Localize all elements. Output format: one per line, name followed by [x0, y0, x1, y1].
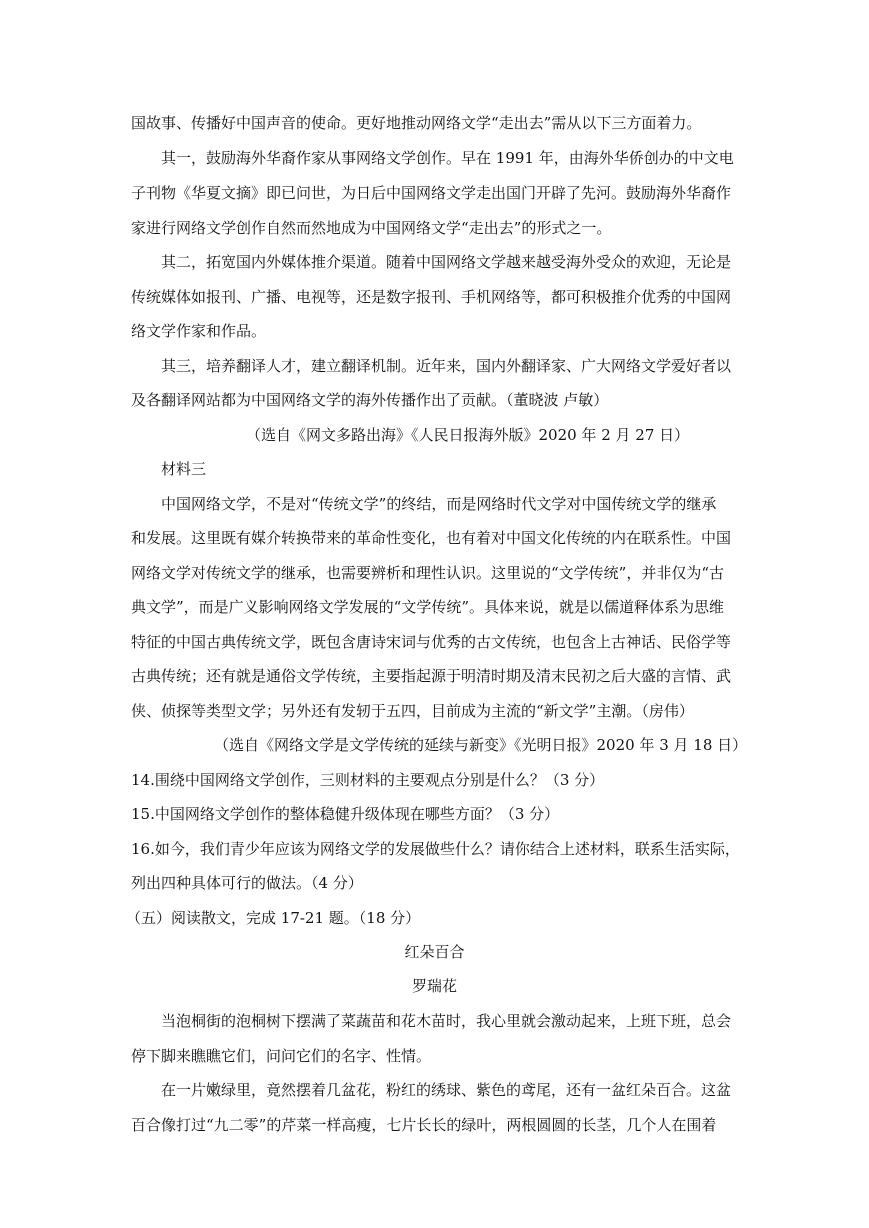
section-heading: （五）阅读散文，完成 17-21 题。（18 分）	[126, 909, 421, 927]
text-line: 特征的中国古典传统文学，既包含唐诗宋词与优秀的古文传统，也包含上古神话、民俗学等	[131, 633, 732, 651]
text-line: 网络文学对传统文学的继承，也需要辨析和理性认识。这里说的“文学传统”，并非仅为“古	[131, 564, 725, 582]
paragraph-3-line-1: 其三，培养翻译人才，建立翻译机制。近年来，国内外翻译家、广大网络文学爱好者以	[161, 357, 732, 375]
text-line: 国故事、传播好中国声音的使命。更好地推动网络文学“走出去”需从以下三方面着力。	[131, 114, 702, 132]
paragraph-2-line-1: 其二，拓宽国内外媒体推介渠道。随着中国网络文学越来越受海外受众的欢迎，无论是	[161, 253, 732, 271]
text-line: 络文学作家和作品。	[131, 322, 267, 340]
paragraph-4-line-1: 中国网络文学，不是对“传统文学”的终结，而是网络时代文学对中国传统文学的继承	[161, 495, 717, 513]
paragraph-1-line-1: 其一，鼓励海外华裔作家从事网络文学创作。早在 1991 年，由海外华侨创办的中文电	[161, 149, 734, 167]
question-16: 16.如今，我们青少年应该为网络文学的发展做些什么？请你结合上述材料，联系生活实际，	[131, 840, 740, 858]
text-line: 子刊物《华夏文摘》即已问世，为日后中国网络文学走出国门开辟了先河。鼓励海外华裔作	[131, 184, 732, 202]
source-citation: （选自《网文多路出海》《人民日报海外版》2020 年 2 月 27 日）	[246, 426, 690, 444]
question-15: 15.中国网络文学创作的整体稳健升级体现在哪些方面？（3 分）	[131, 805, 560, 823]
essay-title: 红朵百合	[404, 943, 465, 961]
question-14: 14.围绕中国网络文学创作，三则材料的主要观点分别是什么？（3 分）	[131, 771, 605, 789]
text-line: 百合像打过“九二零”的芹菜一样高瘦，七片长长的绿叶，两根圆圆的长茎，几个人在围着	[131, 1116, 717, 1134]
text-line: 古典传统；还有就是通俗文学传统，主要指起源于明清时期及清末民初之后大盛的言情、武	[131, 667, 732, 685]
text-line: 停下脚来瞧瞧它们，问问它们的名字、性情。	[131, 1047, 432, 1065]
paragraph-5-line-1: 当泡桐街的泡桐树下摆满了菜蔬苗和花木苗时，我心里就会激动起来，上班下班，总会	[161, 1012, 732, 1030]
paragraph-6-line-1: 在一片嫩绿里，竟然摆着几盆花，粉红的绣球、紫色的鸢尾，还有一盆红朵百合。这盆	[161, 1081, 732, 1099]
text-line: 家进行网络文学创作自然而然地成为中国网络文学“走出去”的形式之一。	[131, 219, 612, 237]
text-line: 侠、侦探等类型文学；另外还有发轫于五四，目前成为主流的“新文学”主潮。（房伟）	[131, 702, 694, 720]
text-line: 及各翻译网站都为中国网络文学的海外传播作出了贡献。（董晓波 卢敏）	[131, 391, 609, 409]
question-16-continued: 列出四种具体可行的做法。（4 分）	[131, 874, 363, 892]
text-line: 和发展。这里既有媒介转换带来的革命性变化，也有着对中国文化传统的内在联系性。中国	[131, 529, 732, 547]
material-heading: 材料三	[161, 460, 207, 478]
essay-author: 罗瑞花	[411, 977, 457, 995]
text-line: 传统媒体如报刊、广播、电视等，还是数字报刊、手机网络等，都可积极推介优秀的中国网	[131, 288, 732, 306]
source-citation: （选自《网络文学是文学传统的延续与新变》《光明日报》2020 年 3 月 18 日）	[214, 736, 748, 754]
text-line: 典文学”，而是广义影响网络文学发展的“文学传统”。具体来说，就是以儒道释体系为思维	[131, 598, 725, 616]
